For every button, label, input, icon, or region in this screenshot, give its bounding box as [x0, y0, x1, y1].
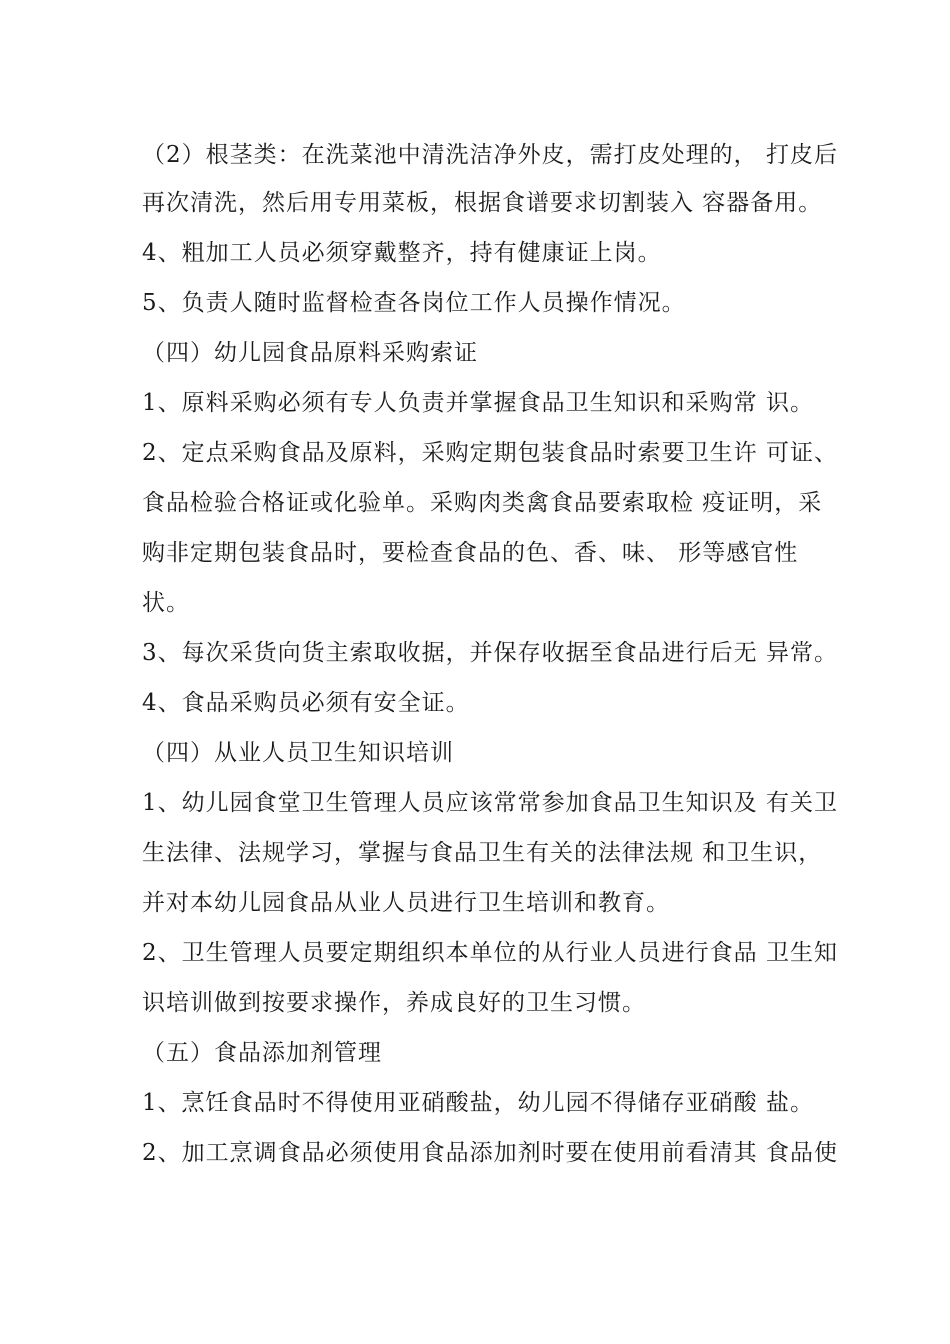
text-line: 状。	[142, 590, 190, 616]
text-line: 2、定点采购食品及原料，采购定期包装食品时索要卫生许 可证、	[142, 440, 838, 466]
text-line: 再次清洗，然后用专用菜板，根据食谱要求切割装入 容器备用。	[142, 190, 823, 216]
text-line: 识培训做到按要求操作，养成良好的卫生习惯。	[142, 990, 646, 1016]
text-line: 3、每次采货向货主索取收据，并保存收据至食品进行后无 异常。	[142, 640, 838, 666]
section-heading: （四）从业人员卫生知识培训	[142, 740, 454, 766]
text-line: 生法律、法规学习，掌握与食品卫生有关的法律法规 和卫生识，	[142, 840, 823, 866]
text-line: （2）根茎类：在洗菜池中清洗洁净外皮，需打皮处理的， 打皮后	[142, 142, 838, 168]
text-line: 并对本幼儿园食品从业人员进行卫生培训和教育。	[142, 890, 670, 916]
text-line: 食品检验合格证或化验单。采购肉类禽食品要索取检 疫证明，采	[142, 490, 823, 516]
text-line: 4、食品采购员必须有安全证。	[142, 690, 470, 716]
text-line: 1、原料采购必须有专人负责并掌握食品卫生知识和采购常 识。	[142, 390, 814, 416]
text-line: 购非定期包装食品时，要检查食品的色、香、味、 形等感官性	[142, 540, 799, 566]
section-heading: （四）幼儿园食品原料采购索证	[142, 340, 478, 366]
text-line: 5、负责人随时监督检查各岗位工作人员操作情况。	[142, 290, 686, 316]
text-line: 1、幼儿园食堂卫生管理人员应该常常参加食品卫生知识及 有关卫	[142, 790, 838, 816]
text-line: 1、烹饪食品时不得使用亚硝酸盐，幼儿园不得储存亚硝酸 盐。	[142, 1090, 814, 1116]
text-line: 4、粗加工人员必须穿戴整齐，持有健康证上岗。	[142, 240, 662, 266]
text-line: 2、加工烹调食品必须使用食品添加剂时要在使用前看清其 食品使	[142, 1140, 838, 1166]
text-line: 2、卫生管理人员要定期组织本单位的从行业人员进行食品 卫生知	[142, 940, 838, 966]
section-heading: （五）食品添加剂管理	[142, 1040, 382, 1066]
